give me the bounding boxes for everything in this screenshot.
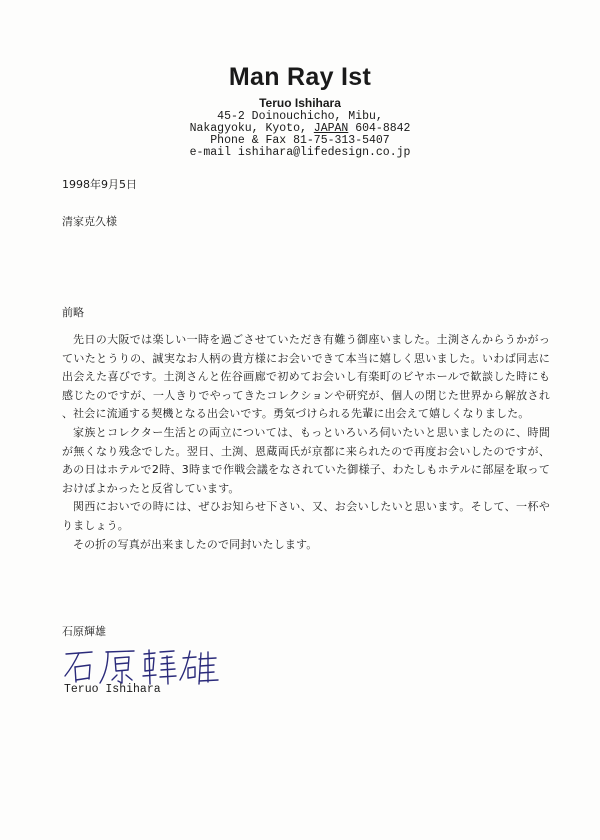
recipient: 清家克久様 xyxy=(62,215,117,228)
letterhead xyxy=(150,62,450,159)
address-city: Nakagyoku, Kyoto, xyxy=(189,122,314,135)
body-paragraph-4: その折の写真が出来ましたので同封いたします。 xyxy=(73,537,318,551)
email-address: e-mail ishihara@lifedesign.co.jp xyxy=(189,146,411,159)
opening-salutation: 前略 xyxy=(62,306,84,319)
address-country: JAPAN xyxy=(313,122,349,135)
body-paragraph-2: 家族とコレクター生活との両立については、もっといろいろ伺いたいと思いましたのに、時間が無くなり残念でした。翌日、土渕、恩蔵両氏が京都に来られたので再度お会いしたのですが、あの日はホテルで2時、3時まで作戦会議をなされていた御様子、わたしもホテルに部屋を取っておけばよかったと反省しています。 xyxy=(62,425,550,495)
brand-name: Man Ray Ist xyxy=(228,63,372,91)
closing-name-roman: Teruo Ishihara xyxy=(64,683,161,696)
letter-body xyxy=(62,331,550,554)
body-paragraph-3: 関西においでの時には、ぜひお知らせ下さい、又、お会いしたいと思います。そして、一杯やりましょう。 xyxy=(62,500,550,532)
address-line-1: 45-2 Doinouchicho, Mibu, xyxy=(217,110,383,123)
letter-date: 1998年9月5日 xyxy=(62,178,137,191)
handwritten-signature xyxy=(62,646,222,688)
sender-name: Teruo Ishihara xyxy=(259,96,341,110)
closing-name-kanji: 石原輝雄 xyxy=(62,625,106,638)
phone-fax: Phone & Fax 81-75-313-5407 xyxy=(210,134,390,147)
body-paragraph-1: 先日の大阪では楽しい一時を過ごさせていただき有難う御座いました。土渕さんからうかがっていたとうりの、誠実なお人柄の貴方様にお会いできて本当に嬉しく思いました。いわば同志に出会えた喜びです。土渕さんと佐谷画廊で初めてお会いし有楽町のビヤホールで歓談した時にも感じたのですが、一人きりでやってきたコレクションや研究が、個人の閉じた世界から解放され、社会に流通する契機となる出会いです。勇気づけられる先輩に出会えて嬉しくなりました。 xyxy=(62,333,550,421)
address-postcode: 604-8842 xyxy=(348,122,411,135)
